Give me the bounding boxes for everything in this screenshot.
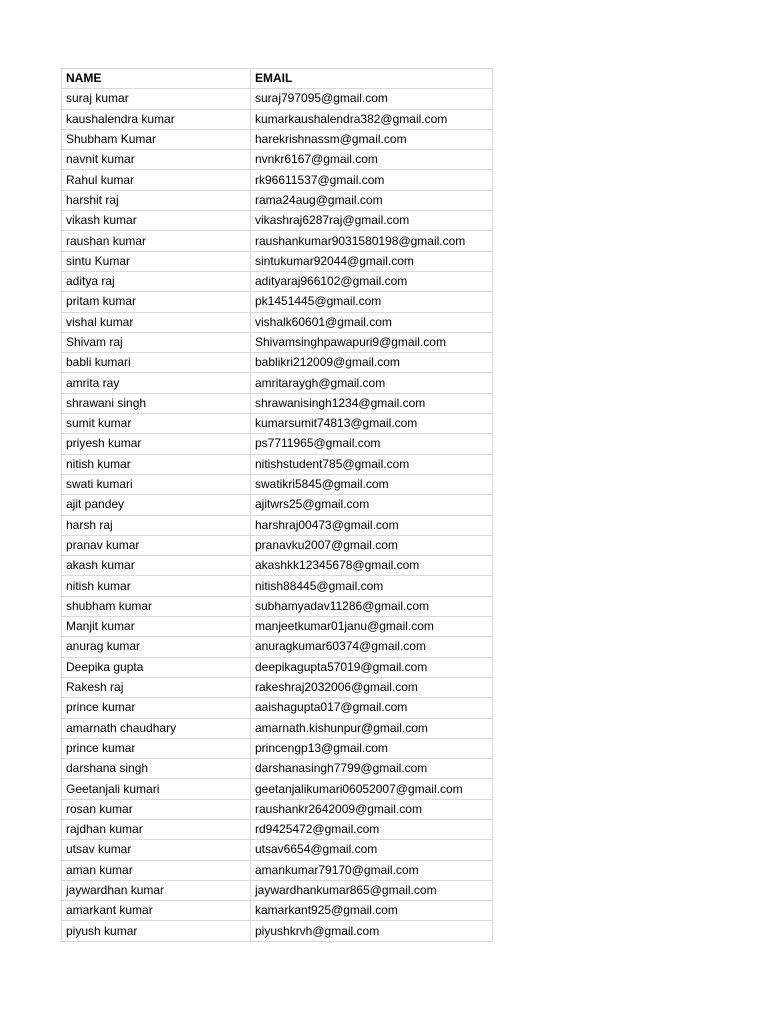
email-cell: anuragkumar60374@gmail.com: [251, 637, 493, 657]
table-header-row: [62, 69, 493, 89]
name-cell: priyesh kumar: [62, 434, 251, 454]
table-row: [62, 880, 493, 900]
table-row: [62, 434, 493, 454]
email-cell: raushankr2642009@gmail.com: [251, 799, 493, 819]
name-cell: ajit pandey: [62, 495, 251, 515]
table-row: [62, 373, 493, 393]
name-cell: sumit kumar: [62, 414, 251, 434]
name-cell: darshana singh: [62, 759, 251, 779]
name-cell: shrawani singh: [62, 393, 251, 413]
email-cell: darshanasingh7799@gmail.com: [251, 759, 493, 779]
table-row: [62, 759, 493, 779]
table-row: [62, 414, 493, 434]
table-row: [62, 617, 493, 637]
name-cell: pranav kumar: [62, 535, 251, 555]
name-cell: Rahul kumar: [62, 170, 251, 190]
email-cell: princengp13@gmail.com: [251, 738, 493, 758]
table-row: [62, 150, 493, 170]
name-cell: sintu Kumar: [62, 251, 251, 271]
table-row: [62, 779, 493, 799]
name-cell: rajdhan kumar: [62, 819, 251, 839]
email-cell: subhamyadav11286@gmail.com: [251, 596, 493, 616]
table-row: [62, 271, 493, 291]
email-cell: kumarkaushalendra382@gmail.com: [251, 109, 493, 129]
email-cell: utsav6654@gmail.com: [251, 840, 493, 860]
table-row: [62, 515, 493, 535]
name-cell: amarkant kumar: [62, 901, 251, 921]
name-cell: aman kumar: [62, 860, 251, 880]
name-cell: amarnath chaudhary: [62, 718, 251, 738]
table-body: [62, 89, 493, 941]
email-cell: jaywardhankumar865@gmail.com: [251, 880, 493, 900]
name-cell: piyush kumar: [62, 921, 251, 941]
name-cell: suraj kumar: [62, 89, 251, 109]
name-cell: prince kumar: [62, 698, 251, 718]
email-cell: ajitwrs25@gmail.com: [251, 495, 493, 515]
name-cell: pritam kumar: [62, 292, 251, 312]
table-row: [62, 454, 493, 474]
name-cell: vishal kumar: [62, 312, 251, 332]
table-row: [62, 799, 493, 819]
name-cell: jaywardhan kumar: [62, 880, 251, 900]
name-cell: harsh raj: [62, 515, 251, 535]
name-cell: utsav kumar: [62, 840, 251, 860]
name-cell: vikash kumar: [62, 211, 251, 231]
name-cell: Shivam raj: [62, 332, 251, 352]
table-row: [62, 129, 493, 149]
email-cell: pranavku2007@gmail.com: [251, 535, 493, 555]
table-row: [62, 292, 493, 312]
email-cell: shrawanisingh1234@gmail.com: [251, 393, 493, 413]
email-cell: amritaraygh@gmail.com: [251, 373, 493, 393]
email-cell: sintukumar92044@gmail.com: [251, 251, 493, 271]
name-cell: nitish kumar: [62, 576, 251, 596]
table-row: [62, 353, 493, 373]
student-contact-table: [61, 68, 493, 942]
email-cell: adityaraj966102@gmail.com: [251, 271, 493, 291]
email-cell: nvnkr6167@gmail.com: [251, 150, 493, 170]
email-cell: pk1451445@gmail.com: [251, 292, 493, 312]
table-row: [62, 901, 493, 921]
table-row: [62, 312, 493, 332]
table-row: [62, 840, 493, 860]
table-row: [62, 677, 493, 697]
table-row: [62, 637, 493, 657]
table-row: [62, 921, 493, 941]
name-cell: anurag kumar: [62, 637, 251, 657]
email-cell: harekrishnassm@gmail.com: [251, 129, 493, 149]
table-row: [62, 819, 493, 839]
email-cell: piyushkrvh@gmail.com: [251, 921, 493, 941]
name-cell: prince kumar: [62, 738, 251, 758]
email-cell: harshraj00473@gmail.com: [251, 515, 493, 535]
email-cell: akashkk12345678@gmail.com: [251, 556, 493, 576]
email-cell: amankumar79170@gmail.com: [251, 860, 493, 880]
table-row: [62, 657, 493, 677]
table-row: [62, 393, 493, 413]
table-row: [62, 535, 493, 555]
email-cell: bablikri212009@gmail.com: [251, 353, 493, 373]
table-row: [62, 109, 493, 129]
email-cell: swatikri5845@gmail.com: [251, 474, 493, 494]
table-row: [62, 698, 493, 718]
email-cell: rk96611537@gmail.com: [251, 170, 493, 190]
email-cell: vishalk60601@gmail.com: [251, 312, 493, 332]
name-cell: rosan kumar: [62, 799, 251, 819]
name-cell: babli kumari: [62, 353, 251, 373]
name-cell: shubham kumar: [62, 596, 251, 616]
name-cell: kaushalendra kumar: [62, 109, 251, 129]
name-cell: akash kumar: [62, 556, 251, 576]
name-cell: swati kumari: [62, 474, 251, 494]
name-cell: Geetanjali kumari: [62, 779, 251, 799]
table-row: [62, 474, 493, 494]
table-row: [62, 332, 493, 352]
name-cell: Shubham Kumar: [62, 129, 251, 149]
table-row: [62, 211, 493, 231]
email-cell: rd9425472@gmail.com: [251, 819, 493, 839]
table-row: [62, 170, 493, 190]
table-row: [62, 738, 493, 758]
table-row: [62, 576, 493, 596]
email-cell: manjeetkumar01janu@gmail.com: [251, 617, 493, 637]
email-cell: kumarsumit74813@gmail.com: [251, 414, 493, 434]
table-row: [62, 556, 493, 576]
table-row: [62, 596, 493, 616]
name-cell: nitish kumar: [62, 454, 251, 474]
name-cell: Manjit kumar: [62, 617, 251, 637]
email-cell: vikashraj6287raj@gmail.com: [251, 211, 493, 231]
table-row: [62, 860, 493, 880]
name-cell: navnit kumar: [62, 150, 251, 170]
email-cell: deepikagupta57019@gmail.com: [251, 657, 493, 677]
name-cell: Deepika gupta: [62, 657, 251, 677]
table-row: [62, 89, 493, 109]
name-cell: aditya raj: [62, 271, 251, 291]
email-cell: nitish88445@gmail.com: [251, 576, 493, 596]
name-column-header: NAME: [62, 69, 251, 89]
email-cell: ps7711965@gmail.com: [251, 434, 493, 454]
name-cell: Rakesh raj: [62, 677, 251, 697]
email-cell: raushankumar9031580198@gmail.com: [251, 231, 493, 251]
table-row: [62, 251, 493, 271]
email-cell: suraj797095@gmail.com: [251, 89, 493, 109]
table-row: [62, 718, 493, 738]
email-cell: Shivamsinghpawapuri9@gmail.com: [251, 332, 493, 352]
email-cell: aaishagupta017@gmail.com: [251, 698, 493, 718]
email-cell: rakeshraj2032006@gmail.com: [251, 677, 493, 697]
table-row: [62, 495, 493, 515]
email-cell: nitishstudent785@gmail.com: [251, 454, 493, 474]
email-cell: amarnath.kishunpur@gmail.com: [251, 718, 493, 738]
name-cell: harshit raj: [62, 190, 251, 210]
table-row: [62, 231, 493, 251]
name-cell: raushan kumar: [62, 231, 251, 251]
email-cell: rama24aug@gmail.com: [251, 190, 493, 210]
email-column-header: EMAIL: [251, 69, 493, 89]
name-cell: amrita ray: [62, 373, 251, 393]
email-cell: kamarkant925@gmail.com: [251, 901, 493, 921]
email-cell: geetanjalikumari06052007@gmail.com: [251, 779, 493, 799]
table-row: [62, 190, 493, 210]
